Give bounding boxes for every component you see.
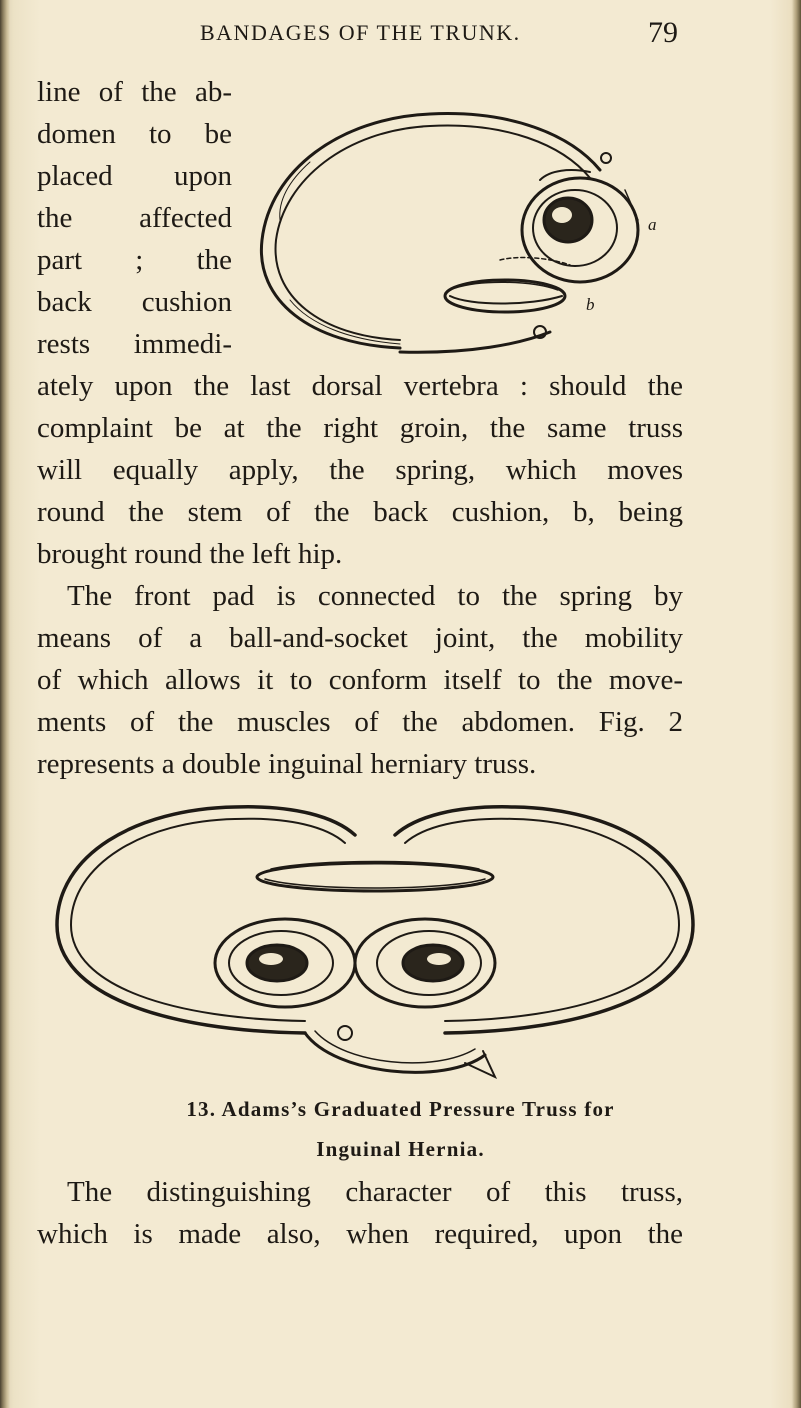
text-line: back cushion — [37, 286, 232, 318]
text-line: part ; the — [37, 244, 232, 276]
page-edge-right — [792, 0, 801, 1408]
running-header-title: BANDAGES OF THE TRUNK. — [200, 20, 521, 45]
text-line: round the stem of the back cushion, b, being — [37, 496, 683, 528]
text-line: of which allows it to conform itself to the move- — [37, 664, 683, 696]
section-heading-line-1: 13. Adams’s Graduated Pressure Truss for — [186, 1097, 615, 1121]
section-heading-line-2: Inguinal Hernia. — [316, 1137, 485, 1161]
text-line: domen to be — [37, 118, 232, 150]
binding-edge-left — [0, 0, 10, 1408]
text-line: line of the ab- — [37, 76, 232, 108]
figure-label-b: b — [586, 295, 595, 314]
text-line: will equally apply, the spring, which moves — [37, 454, 683, 486]
text-line: the affected — [37, 202, 232, 234]
text-line: complaint be at the right groin, the same truss — [37, 412, 683, 444]
text-line: brought round the left hip. — [37, 538, 343, 570]
text-line: The distinguishing character of this truss, — [67, 1176, 683, 1208]
page-number: 79 — [648, 16, 678, 49]
text-line: ments of the muscles of the abdomen. Fig. 2 — [37, 706, 683, 738]
figure-double-truss — [45, 795, 705, 1087]
text-line: which is made also, when required, upon the — [37, 1218, 683, 1250]
text-line: rests immedi- — [37, 328, 232, 360]
text-line: represents a double inguinal herniary truss. — [37, 748, 537, 780]
figure-single-truss — [250, 100, 670, 360]
text-line: The front pad is connected to the spring by — [67, 580, 683, 612]
text-line: placed upon — [37, 160, 232, 192]
text-line: means of a ball-and-socket joint, the mobility — [37, 622, 683, 654]
text-line: ately upon the last dorsal vertebra : should the — [37, 370, 683, 402]
figure-label-a: a — [648, 215, 657, 234]
